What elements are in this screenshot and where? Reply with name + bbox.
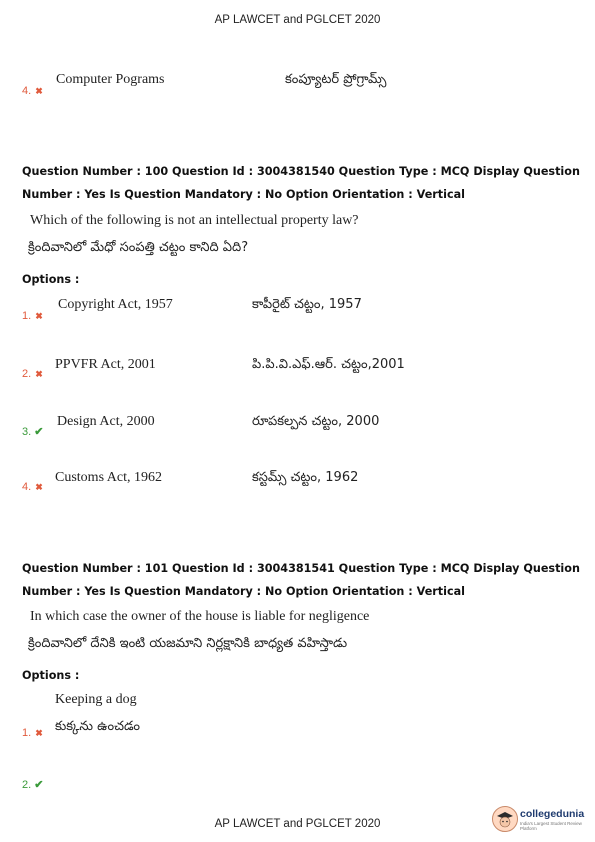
option-text-te: రూపకల్పన చట్టం, 2000 [252, 414, 380, 429]
option-text-en: Design Act, 2000 [57, 414, 155, 429]
question-meta-line2: Number : Yes Is Question Mandatory : No Option Orientation : Vertical [22, 188, 466, 201]
options-label: Options : [22, 273, 80, 286]
option-number: 3. ✔ [22, 426, 44, 438]
question-text-te: క్రిందివానిలో దేనికి ఇంటి యజమాని నిర్లక్షానికి బాధ్యత వహిస్తాడు [28, 636, 348, 651]
option-text-en: Customs Act, 1962 [55, 470, 162, 485]
option-text-te: కుక్కను ఉంచడం [55, 719, 140, 734]
option-text-te: కాపీరైట్ చట్టం, 1957 [252, 297, 362, 312]
cross-icon: ✖ [35, 86, 43, 96]
cross-icon: ✖ [35, 311, 43, 321]
question-meta-line1: Question Number : 100 Question Id : 3004381540 Question Type : MCQ Display Question [22, 165, 580, 178]
options-label: Options : [22, 669, 80, 682]
question-meta-line1: Question Number : 101 Question Id : 3004381541 Question Type : MCQ Display Question [22, 562, 580, 575]
check-icon: ✔ [34, 426, 44, 438]
option-text-en: PPVFR Act, 2001 [55, 357, 156, 372]
option-text-te: పి.పి.వి.ఎఫ్.ఆర్. చట్టం,2001 [252, 357, 405, 372]
check-icon: ✔ [34, 779, 44, 791]
mascot-icon [492, 806, 518, 832]
option-number: 1. ✖ [22, 727, 43, 739]
question-text-en: Which of the following is not an intellectual property law? [30, 213, 359, 228]
option-number: 1. ✖ [22, 310, 43, 322]
cross-icon: ✖ [35, 482, 43, 492]
question-text-en: In which case the owner of the house is liable for negligence [30, 609, 370, 624]
question-meta-line2: Number : Yes Is Question Mandatory : No Option Orientation : Vertical [22, 585, 466, 598]
option-number: 4. ✖ [22, 85, 43, 97]
option-text-en: Computer Pograms [56, 72, 165, 87]
option-number: 2. ✔ [22, 779, 44, 791]
option-number: 2. ✖ [22, 368, 43, 380]
question-text-te: క్రిందివానిలో మేధో సంపత్తి చట్టం కానిది ఏది? [28, 240, 249, 255]
logo-brand: collegedunia [520, 808, 585, 820]
option-text-te: కస్టమ్స్ చట్టం, 1962 [252, 470, 359, 485]
cross-icon: ✖ [35, 728, 43, 738]
option-text-en: Keeping a dog [55, 692, 137, 707]
option-text-te: కంప్యూటర్ ప్రోగ్రామ్స్ [285, 72, 387, 87]
page-header: AP LAWCET and PGLCET 2020 [214, 14, 381, 26]
cross-icon: ✖ [35, 369, 43, 379]
collegedunia-logo [492, 806, 592, 832]
page-footer: AP LAWCET and PGLCET 2020 [214, 818, 381, 830]
option-text-en: Copyright Act, 1957 [58, 297, 173, 312]
option-number: 4. ✖ [22, 481, 43, 493]
logo-tagline: India's Largest Student Review Platform [520, 821, 582, 831]
